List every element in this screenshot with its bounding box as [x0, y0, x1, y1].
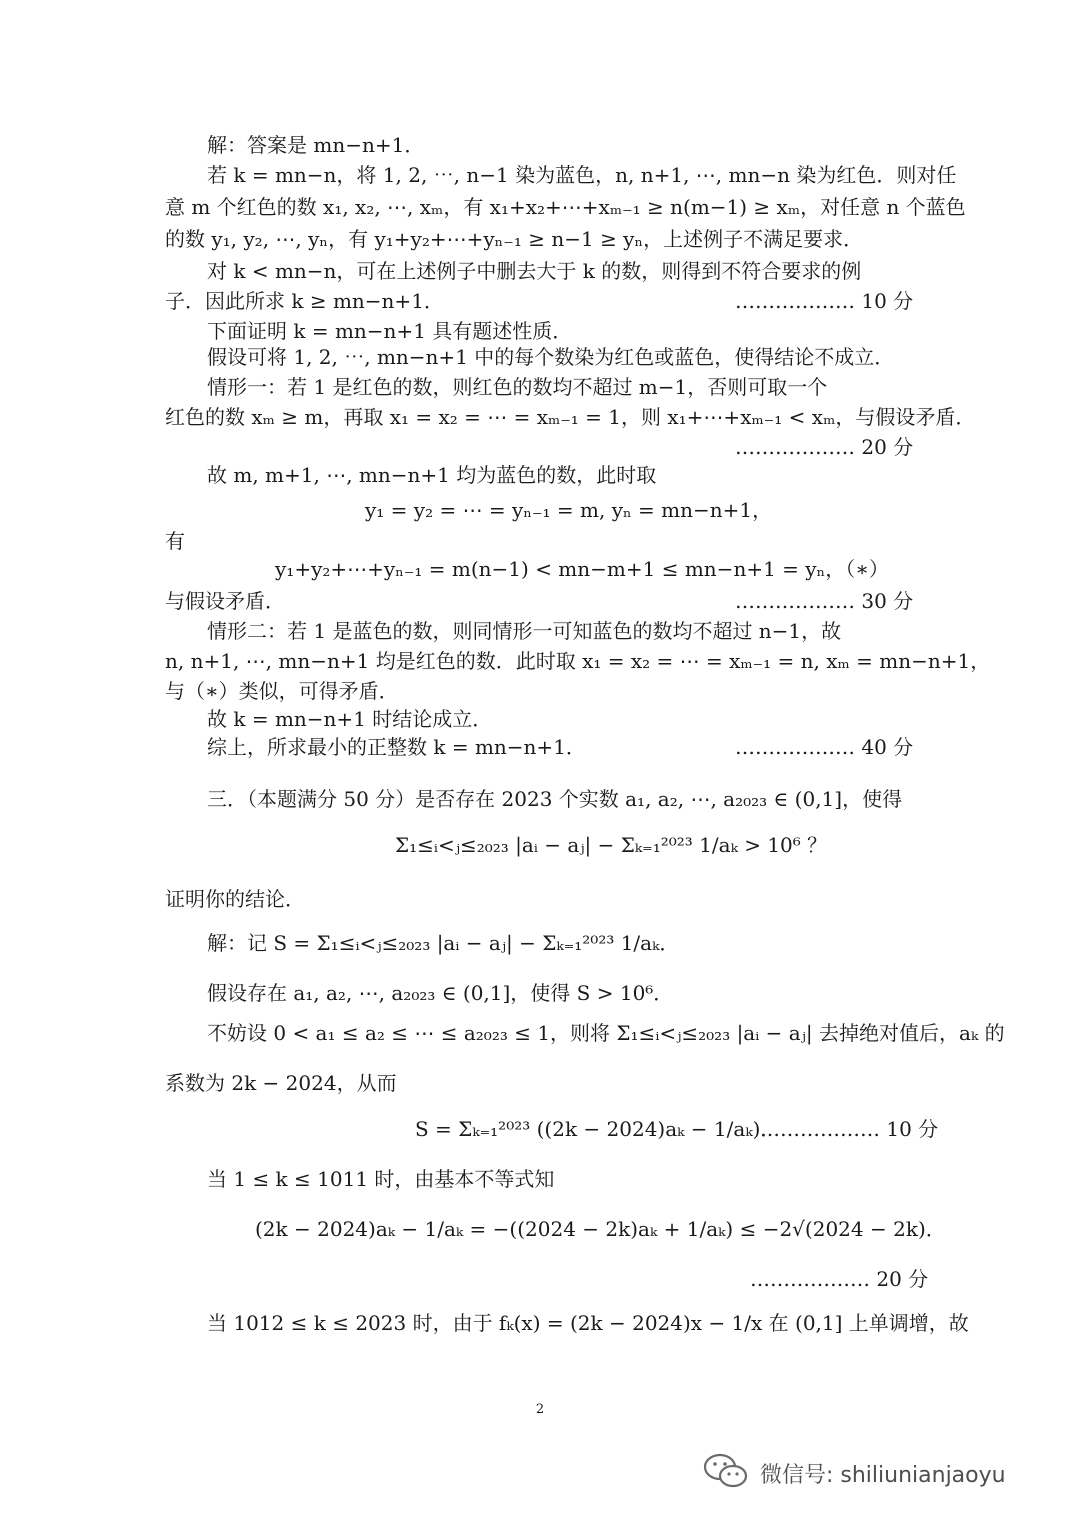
- text-line: 不妨设 0 < a₁ ≤ a₂ ≤ ⋯ ≤ a₂₀₂₃ ≤ 1，则将 Σ₁≤ᵢ<ⱼ≤₂₀₂₃ |aᵢ − aⱼ| 去掉绝对值后，aₖ 的: [207, 1021, 1005, 1045]
- problem-heading: 三．（本题满分 50 分）是否存在 2023 个实数 a₁, a₂, ⋯, a₂₀₂₃ ∈ (0,1]，使得: [207, 787, 903, 811]
- score-marker: ……………… 20 分: [735, 435, 914, 459]
- text-line: 有: [165, 529, 185, 553]
- text-line: 下面证明 k = mn−n+1 具有题述性质．: [207, 319, 573, 343]
- text-line: 故 k = mn−n+1 时结论成立．: [207, 707, 493, 731]
- text-line: 系数为 2k − 2024，从而: [165, 1071, 397, 1095]
- text-line: 当 1 ≤ k ≤ 1011 时，由基本不等式知: [207, 1167, 555, 1191]
- score-marker: ……………… 10 分: [735, 289, 914, 313]
- equation: y₁+y₂+⋯+yₙ₋₁ = m(n−1) < mn−m+1 ≤ mn−n+1 = yₙ，（∗）: [275, 557, 889, 581]
- text-line: 故 m, m+1, ⋯, mn−n+1 均为蓝色的数，此时取: [207, 463, 657, 487]
- text-line: 综上，所求最小的正整数 k = mn−n+1．: [207, 735, 586, 759]
- text-line: 子．因此所求 k ≥ mn−n+1．: [165, 289, 444, 313]
- score-marker: ……………… 10 分: [760, 1117, 939, 1141]
- equation: (2k − 2024)aₖ − 1/aₖ = −((2024 − 2k)aₖ + 1/aₖ) ≤ −2√(2024 − 2k)．: [255, 1217, 946, 1241]
- wechat-icon: [702, 1452, 750, 1490]
- text-line: 解：记 S = Σ₁≤ᵢ<ⱼ≤₂₀₂₃ |aᵢ − aⱼ| − Σₖ₌₁²⁰²³ 1/aₖ．: [207, 931, 680, 955]
- equation: y₁ = y₂ = ⋯ = yₙ₋₁ = m, yₙ = mn−n+1，: [365, 498, 773, 522]
- text-line: 证明你的结论．: [165, 887, 305, 911]
- score-marker: ……………… 20 分: [750, 1267, 929, 1291]
- text-line: 假设可将 1, 2, ⋯, mn−n+1 中的每个数染为红色或蓝色，使得结论不成立．: [207, 345, 895, 369]
- text-line: 若 k = mn−n，将 1, 2, ⋯, n−1 染为蓝色，n, n+1, ⋯, mn−n 染为红色．则对任: [207, 163, 957, 187]
- text-line: 解：答案是 mn−n+1．: [207, 133, 425, 157]
- text-line: 与（∗）类似，可得矛盾．: [165, 679, 399, 703]
- text-line: 与假设矛盾．: [165, 589, 285, 613]
- text-line: 红色的数 xₘ ≥ m，再取 x₁ = x₂ = ⋯ = xₘ₋₁ = 1，则 x₁+⋯+xₘ₋₁ < xₘ，与假设矛盾．: [165, 405, 976, 429]
- equation: Σ₁≤ᵢ<ⱼ≤₂₀₂₃ |aᵢ − aⱼ| − Σₖ₌₁²⁰²³ 1/aₖ > 10⁶ ？: [395, 833, 828, 857]
- text-line: 意 m 个红色的数 x₁, x₂, ⋯, xₘ，有 x₁+x₂+⋯+xₘ₋₁ ≥ n(m−1) ≥ xₘ，对任意 n 个蓝色: [165, 195, 966, 219]
- page-number: 2: [535, 1402, 545, 1417]
- text-line: 情形二：若 1 是蓝色的数，则同情形一可知蓝色的数均不超过 n−1，故: [207, 619, 842, 643]
- text-line: n, n+1, ⋯, mn−n+1 均是红色的数．此时取 x₁ = x₂ = ⋯ = xₘ₋₁ = n, xₘ = mn−n+1，: [165, 649, 991, 673]
- text-line: 对 k < mn−n，可在上述例子中删去大于 k 的数，则得到不符合要求的例: [207, 259, 862, 283]
- watermark-text: 微信号: shiliunianjaoyu: [760, 1463, 1006, 1488]
- text-line: 的数 y₁, y₂, ⋯, yₙ，有 y₁+y₂+⋯+yₙ₋₁ ≥ n−1 ≥ yₙ，上述例子不满足要求．: [165, 227, 864, 251]
- score-marker: ……………… 40 分: [735, 735, 914, 759]
- equation: S = Σₖ₌₁²⁰²³ ((2k − 2024)aₖ − 1/aₖ)．: [415, 1117, 781, 1141]
- text-line: 假设存在 a₁, a₂, ⋯, a₂₀₂₃ ∈ (0,1]，使得 S > 10⁶．: [207, 981, 674, 1005]
- text-line: 当 1012 ≤ k ≤ 2023 时，由于 fₖ(x) = (2k − 2024)x − 1/x 在 (0,1] 上单调增，故: [207, 1311, 969, 1335]
- score-marker: ……………… 30 分: [735, 589, 914, 613]
- text-line: 情形一：若 1 是红色的数，则红色的数均不超过 m−1，否则可取一个: [207, 375, 828, 399]
